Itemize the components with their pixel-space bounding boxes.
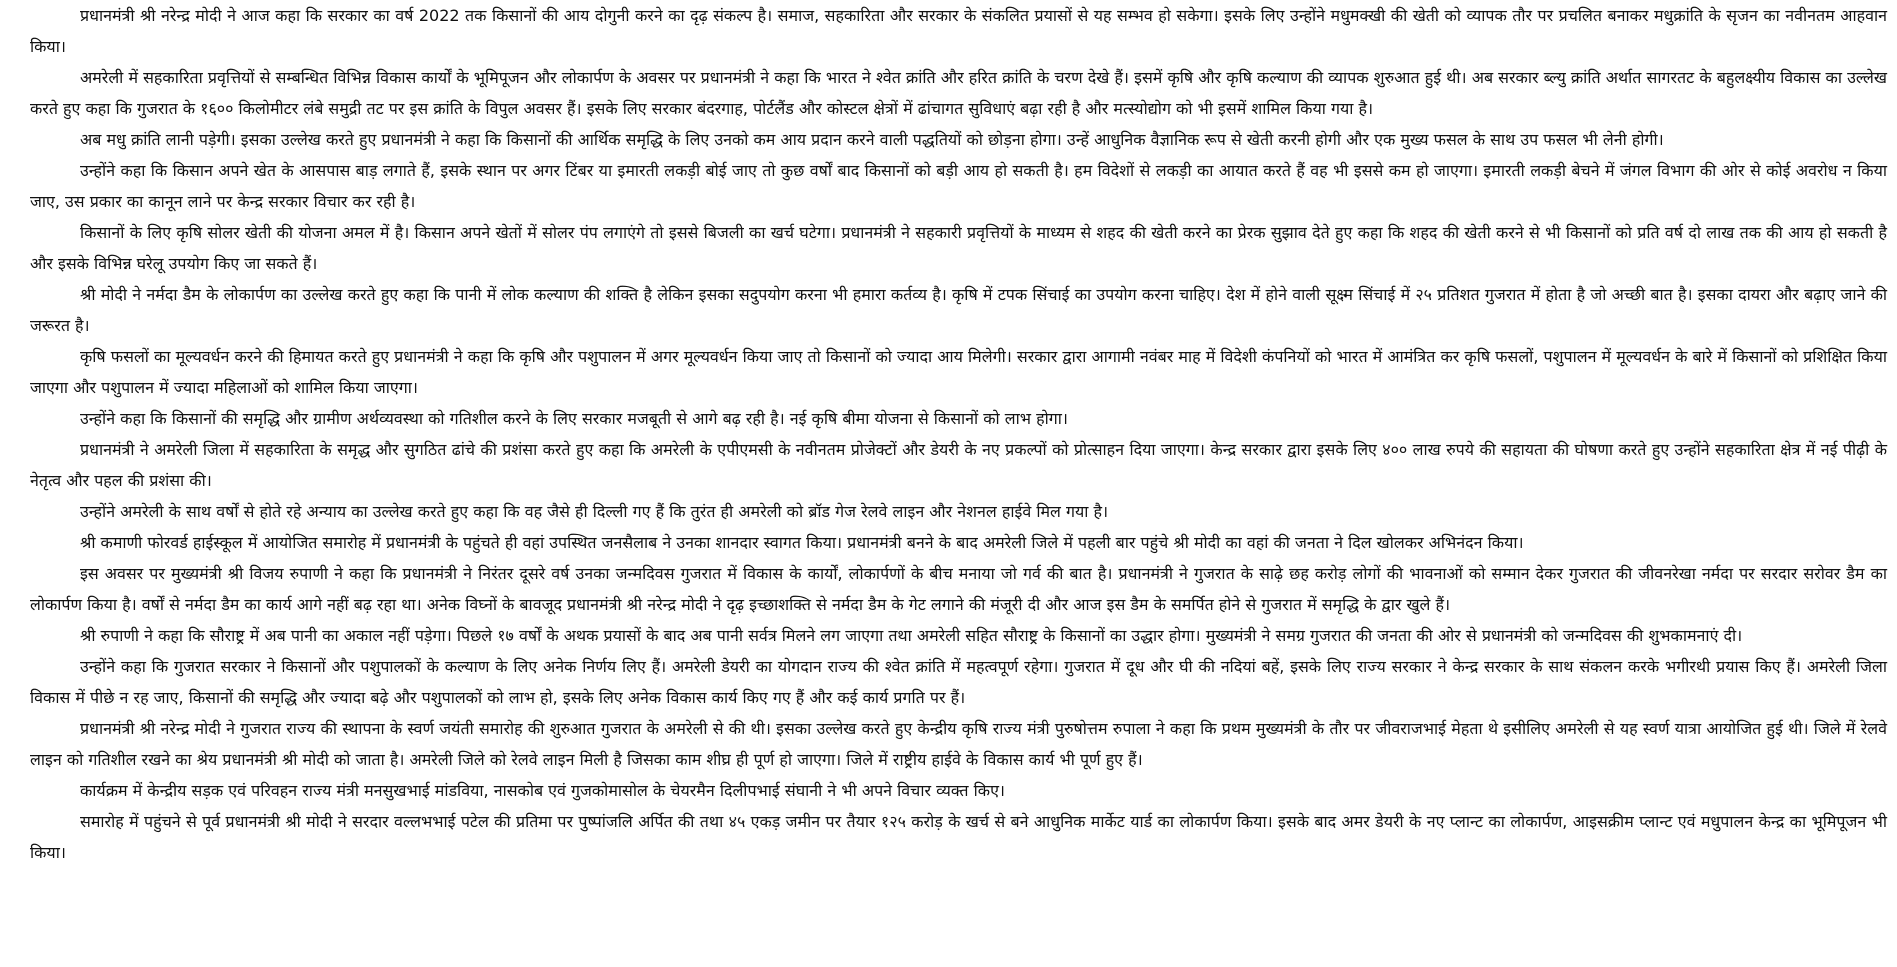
paragraph-4: उन्होंने कहा कि किसान अपने खेत के आसपास बाड़ लगाते हैं, इसके स्थान पर अगर टिंबर या इमारती लकड़ी बोई जाए तो कुछ वर्षों बाद किसानों को बड़ी आय हो सकती है। हम विदेशों से लकड़ी का आयात करते हैं वह भी इससे कम हो जाएगा। इमारती लकड़ी बेचने में जंगल विभाग की ओर से कोई अवरोध न किया जाए, उस प्रकार का कानून लाने पर केन्द्र सरकार विचार कर रही है। — [30, 161, 1887, 211]
paragraph-3: अब मधु क्रांति लानी पड़ेगी। इसका उल्लेख करते हुए प्रधानमंत्री ने कहा कि किसानों की आर्थिक समृद्धि के लिए उनको कम आय प्रदान करने वाली पद्धतियों को छोड़ना होगा। उन्हें आधुनिक वैज्ञानिक रूप से खेती करनी होगी और एक मुख्य फसल के साथ उप फसल भी लेनी होगी। — [80, 130, 1664, 149]
paragraph-5: किसानों के लिए कृषि सोलर खेती की योजना अमल में है। किसान अपने खेतों में सोलर पंप लगाएंगे तो इससे बिजली का खर्च घटेगा। प्रधानमंत्री ने सहकारी प्रवृत्तियों के माध्यम से शहद की खेती करने का प्रेरक सुझाव देते हुए कहा कि शहद की खेती करने से भी किसानों को प्रति वर्ष दो लाख तक की आय हो सकती है और इसके विभिन्न घरेलू उपयोग किए जा सकते हैं। — [30, 223, 1887, 273]
paragraph-8: उन्होंने कहा कि किसानों की समृद्धि और ग्रामीण अर्थव्यवस्था को गतिशील करने के लिए सरकार मजबूती से आगे बढ़ रही है। नई कृषि बीमा योजना से किसानों को लाभ होगा। — [80, 409, 1068, 428]
paragraph-12: इस अवसर पर मुख्यमंत्री श्री विजय रुपाणी ने कहा कि प्रधानमंत्री ने निरंतर दूसरे वर्ष उनका जन्मदिवस गुजरात में विकास के कार्यों, लोकार्पणों के बीच मनाया जो गर्व की बात है। प्रधानमंत्री ने गुजरात के साढ़े छह करोड़ लोगों की भावनाओं को सम्मान देकर गुजरात की जीवनरेखा नर्मदा पर सरदार सरोवर डैम का लोकार्पण किया है। वर्षों से नर्मदा डैम का कार्य आगे नहीं बढ़ रहा था। अनेक विघ्नों के बावजूद प्रधानमंत्री श्री नरेन्द्र मोदी ने दृढ़ इच्छाशक्ति से नर्मदा डैम के गेट लगाने की मंजूरी दी और आज इस डैम के समर्पित होने से गुजरात में समृद्धि के द्वार खुले हैं। — [30, 564, 1887, 614]
paragraph-14: उन्होंने कहा कि गुजरात सरकार ने किसानों और पशुपालकों के कल्याण के लिए अनेक निर्णय लिए हैं। अमरेली डेयरी का योगदान राज्य की श्वेत क्रांति में महत्वपूर्ण रहेगा। गुजरात में दूध और घी की नदियां बहें, इसके लिए राज्य सरकार ने केन्द्र सरकार के साथ संकलन करके भगीरथी प्रयास किए हैं। अमरेली जिला विकास में पीछे न रह जाए, किसानों की समृद्धि और ज्यादा बढ़े और पशुपालकों को लाभ हो, इसके लिए अनेक विकास कार्य किए गए हैं और कई कार्य प्रगति पर हैं। — [30, 657, 1887, 707]
paragraph-16: कार्यक्रम में केन्द्रीय सड़क एवं परिवहन राज्य मंत्री मनसुखभाई मांडविया, नासकोब एवं गुजकोमासोल के चेयरमैन दिलीपभाई संघानी ने भी अपने विचार व्यक्त किए। — [80, 781, 1005, 800]
paragraph-9: प्रधानमंत्री ने अमरेली जिला में सहकारिता के समृद्ध और सुगठित ढांचे की प्रशंसा करते हुए कहा कि अमरेली के एपीएमसी के नवीनतम प्रोजेक्टों और डेयरी के नए प्रकल्पों को प्रोत्साहन दिया जाएगा। केन्द्र सरकार द्वारा इसके लिए ४०० लाख रुपये की सहायता की घोषणा करते हुए उन्होंने सहकारिता क्षेत्र में नई पीढ़ी के नेतृत्व और पहल की प्रशंसा की। — [30, 440, 1887, 490]
paragraph-15: प्रधानमंत्री श्री नरेन्द्र मोदी ने गुजरात राज्य की स्थापना के स्वर्ण जयंती समारोह की शुरुआत गुजरात के अमरेली से की थी। इसका उल्लेख करते हुए केन्द्रीय कृषि राज्य मंत्री पुरुषोत्तम रुपाला ने कहा कि प्रथम मुख्यमंत्री के तौर पर जीवराजभाई मेहता थे इसीलिए अमरेली से यह स्वर्ण यात्रा आयोजित हुई थी। जिले में रेलवे लाइन को गतिशील रखने का श्रेय प्रधानमंत्री श्री मोदी को जाता है। अमरेली जिले को रेलवे लाइन मिली है जिसका काम शीघ्र ही पूर्ण हो जाएगा। जिले में राष्ट्रीय हाईवे के विकास कार्य भी पूर्ण हुए हैं। — [30, 719, 1887, 769]
paragraph-13: श्री रुपाणी ने कहा कि सौराष्ट्र में अब पानी का अकाल नहीं पड़ेगा। पिछले १७ वर्षों के अथक प्रयासों के बाद अब पानी सर्वत्र मिलने लग जाएगा तथा अमरेली सहित सौराष्ट्र के किसानों का उद्धार होगा। मुख्यमंत्री ने समग्र गुजरात की जनता की ओर से प्रधानमंत्री को जन्मदिवस की शुभकामनाएं दी। — [80, 626, 1743, 645]
paragraph-2: अमरेली में सहकारिता प्रवृत्तियों से सम्बन्धित विभिन्न विकास कार्यों के भूमिपूजन और लोकार्पण के अवसर पर प्रधानमंत्री ने कहा कि भारत ने श्वेत क्रांति और हरित क्रांति के चरण देखे हैं। इसमें कृषि और कृषि कल्याण की व्यापक शुरुआत हुई थी। अब सरकार ब्ल्यु क्रांति अर्थात सागरतट के बहुलक्ष्यीय विकास का उल्लेख करते हुए कहा कि गुजरात के १६०० किलोमीटर लंबे समुद्री तट पर इस क्रांति के विपुल अवसर हैं। इसके लिए सरकार बंदरगाह, पोर्टलैंड और कोस्टल क्षेत्रों में ढांचागत सुविधाएं बढ़ा रही है और मत्स्योद्योग को भी इसमें शामिल किया गया है। — [30, 68, 1887, 118]
paragraph-7: कृषि फसलों का मूल्यवर्धन करने की हिमायत करते हुए प्रधानमंत्री ने कहा कि कृषि और पशुपालन में अगर मूल्यवर्धन किया जाए तो किसानों को ज्यादा आय मिलेगी। सरकार द्वारा आगामी नवंबर माह में विदेशी कंपनियों को भारत में आमंत्रित कर कृषि फसलों, पशुपालन में मूल्यवर्धन के बारे में किसानों को प्रशिक्षित किया जाएगा और पशुपालन में ज्यादा महिलाओं को शामिल किया जाएगा। — [30, 347, 1887, 397]
paragraph-17: समारोह में पहुंचने से पूर्व प्रधानमंत्री श्री मोदी ने सरदार वल्लभभाई पटेल की प्रतिमा पर पुष्पांजलि अर्पित की तथा ४५ एकड़ जमीन पर तैयार १२५ करोड़ के खर्च से बने आधुनिक मार्केट यार्ड का लोकार्पण किया। इसके बाद अमर डेयरी के नए प्लान्ट का लोकार्पण, आइसक्रीम प्लान्ट एवं मधुपालन केन्द्र का भूमिपूजन भी किया। — [30, 812, 1887, 862]
paragraph-11: श्री कमाणी फोरवर्ड हाईस्कूल में आयोजित समारोह में प्रधानमंत्री के पहुंचते ही वहां उपस्थित जनसैलाब ने उनका शानदार स्वागत किया। प्रधानमंत्री बनने के बाद अमरेली जिले में पहली बार पहुंचे श्री मोदी का वहां की जनता ने दिल खोलकर अभिनंदन किया। — [80, 533, 1524, 552]
paragraph-6: श्री मोदी ने नर्मदा डैम के लोकार्पण का उल्लेख करते हुए कहा कि पानी में लोक कल्याण की शक्ति है लेकिन इसका सदुपयोग करना भी हमारा कर्तव्य है। कृषि में टपक सिंचाई का उपयोग करना चाहिए। देश में होने वाली सूक्ष्म सिंचाई में २५ प्रतिशत गुजरात में होता है जो अच्छी बात है। इसका दायरा और बढ़ाए जाने की जरूरत है। — [30, 285, 1887, 335]
paragraph-10: उन्होंने अमरेली के साथ वर्षों से होते रहे अन्याय का उल्लेख करते हुए कहा कि वह जैसे ही दिल्ली गए हैं कि तुरंत ही अमरेली को ब्रॉड गेज रेलवे लाइन और नेशनल हाईवे मिल गया है। — [80, 502, 1109, 521]
paragraph-1: प्रधानमंत्री श्री नरेन्द्र मोदी ने आज कहा कि सरकार का वर्ष 2022 तक किसानों की आय दोगुनी करने का दृढ़ संकल्प है। समाज, सहकारिता और सरकार के संकलित प्रयासों से यह सम्भव हो सकेगा। इसके लिए उन्होंने मधुमक्खी की खेती को व्यापक तौर पर प्रचलित बनाकर मधुक्रांति के सृजन का नवीनतम आहवान किया। — [30, 6, 1887, 56]
